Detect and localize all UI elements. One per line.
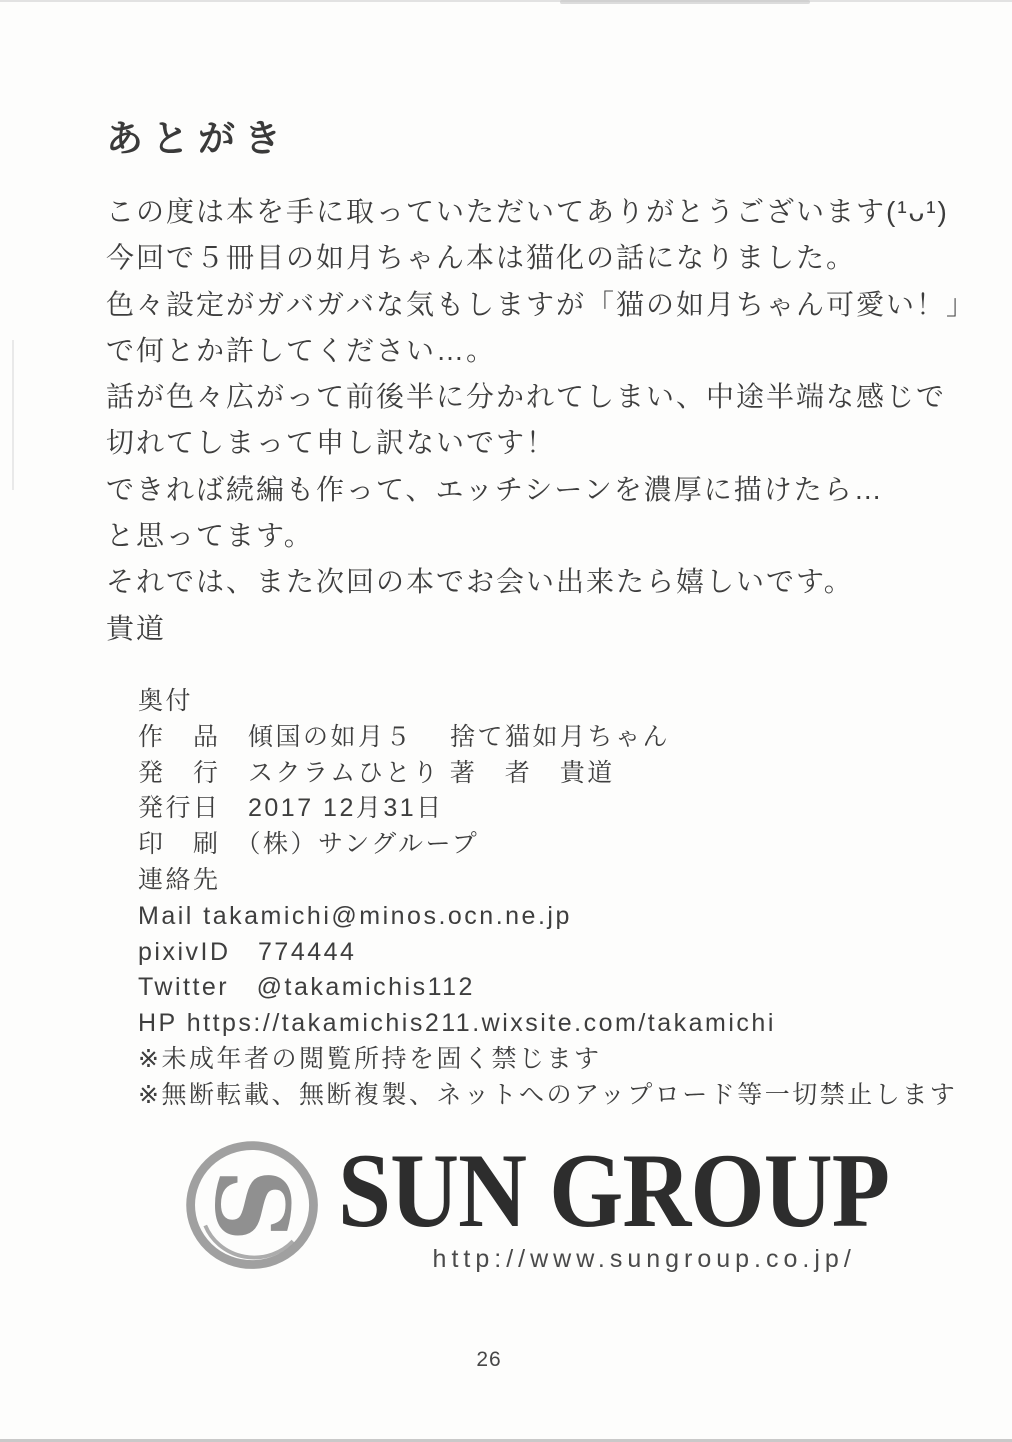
afterword-line: 色々設定がガバガバな気もしますが「猫の如月ちゃん可愛い！」 xyxy=(106,288,977,320)
publisher-name: SUN GROUP xyxy=(338,1131,890,1249)
scan-edge-left xyxy=(12,340,14,490)
afterword-line: 今回で５冊目の如月ちゃん本は猫化の話になりました。 xyxy=(106,242,857,274)
scan-smudge xyxy=(560,0,810,4)
sun-group-logo-icon xyxy=(176,1133,332,1281)
colophon-line: 奥付 xyxy=(138,687,194,715)
colophon-line: ※無断転載、無断複製、ネットへのアップロード等一切禁止します xyxy=(138,1080,958,1109)
afterword-line: できれば続編も作って、エッチシーンを濃厚に描けたら… xyxy=(106,473,884,505)
page-number: 26 xyxy=(476,1348,502,1371)
page-title: あとがき xyxy=(106,118,290,159)
afterword-line: この度は本を手に取っていただいてありがとうございます(¹ᴗ¹) xyxy=(106,196,949,227)
colophon-line: 発行日 2017 12月31日 xyxy=(138,794,444,823)
publisher-block xyxy=(176,1128,890,1286)
afterword-line: それでは、また次回の本でお会い出来たら嬉しいです。 xyxy=(106,566,854,598)
colophon-line: ※未成年者の閲覧所持を固く禁じます xyxy=(138,1044,602,1073)
colophon-line: Mail takamichi@minos.ocn.ne.jp xyxy=(138,901,572,930)
afterword-body xyxy=(106,189,986,652)
colophon-line: HP https://takamichis211.wixsite.com/takamichi xyxy=(138,1009,776,1038)
colophon-line: 発 行 スクラムひとり 著 者 貴道 xyxy=(138,758,615,787)
afterword-line: 切れてしまって申し訳ないです！ xyxy=(106,427,557,459)
colophon-line: 作 品 傾国の如月５ 捨て猫如月ちゃん xyxy=(138,722,670,751)
scan-edge-top xyxy=(0,0,1012,2)
colophon-line: pixivID 774444 xyxy=(138,937,357,966)
afterword-line: と思ってます。 xyxy=(106,520,314,552)
afterword-line: 話が色々広がって前後半に分かれてしまい、中途半端な感じで xyxy=(106,381,947,413)
afterword-line: 貴道 xyxy=(106,612,167,644)
logo-glyph: S xyxy=(192,1168,312,1242)
afterword-line: で何とか許してください…。 xyxy=(106,334,497,366)
publisher-url: http://www.sungroup.co.jp/ xyxy=(432,1244,856,1273)
colophon-block xyxy=(138,684,978,1114)
colophon-line: 連絡先 xyxy=(138,865,221,894)
colophon-line: Twitter @takamichis112 xyxy=(138,973,475,1002)
colophon-line: 印 刷 （株）サングループ xyxy=(138,830,480,859)
publisher-text xyxy=(338,1131,950,1274)
